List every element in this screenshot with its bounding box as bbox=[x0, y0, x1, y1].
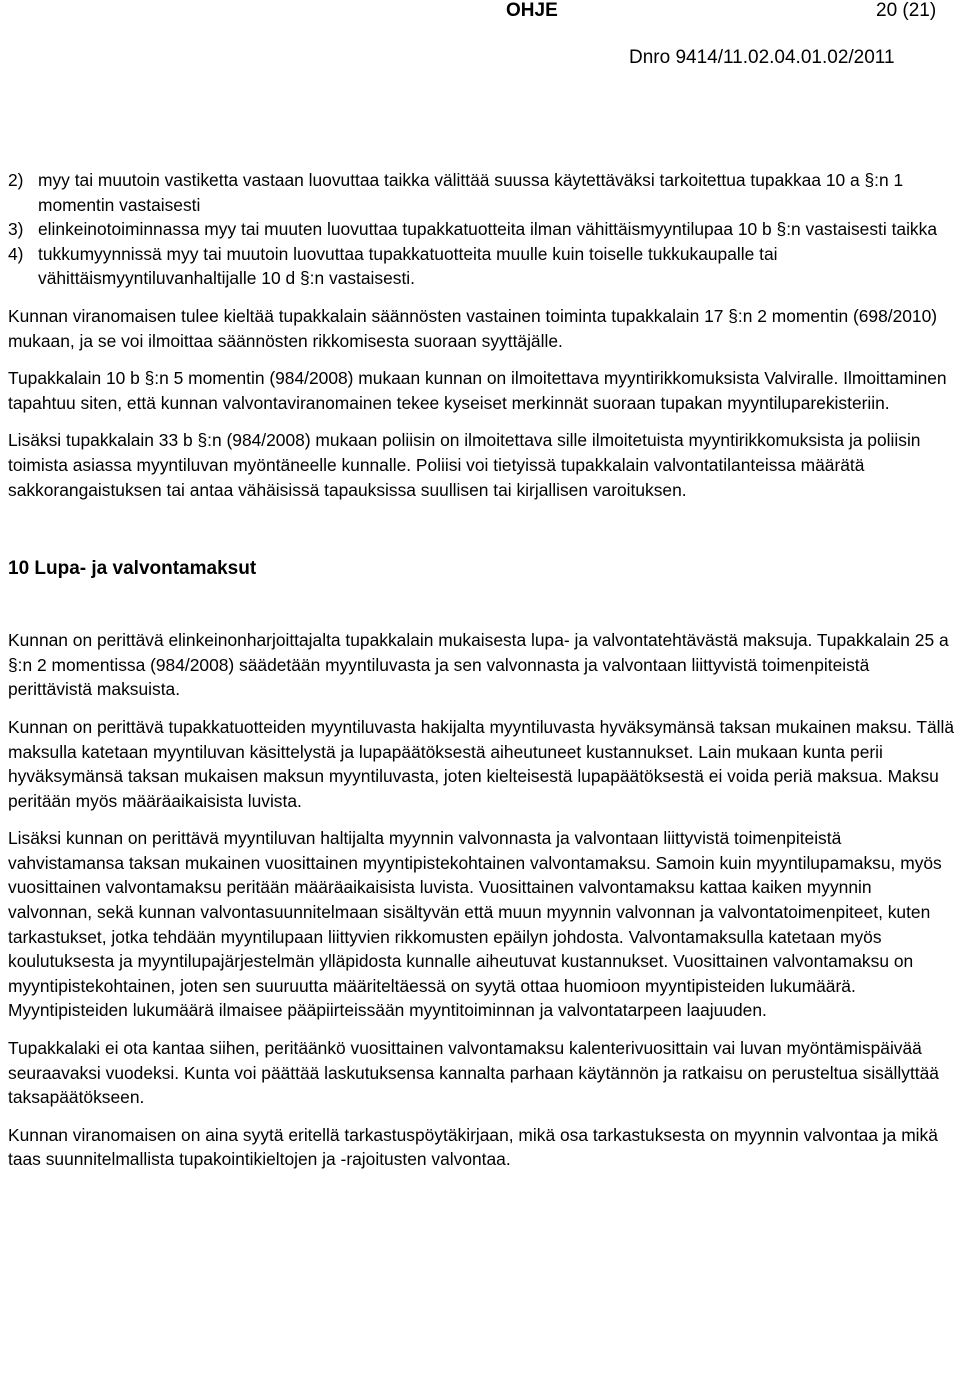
paragraph: Tupakkalaki ei ota kantaa siihen, peritäänkö vuosittainen valvontamaksu kalenterivuosittain vai luvan myöntämispäivää seuraavaksi vuodeksi. Kunta voi päättää laskutuksensa kannalta parhaan käytännön ja ratkaisu on perusteltua sisällyttää taksapäätökseen. bbox=[8, 1038, 939, 1108]
document-reference: Dnro 9414/11.02.04.01.02/2011 bbox=[629, 47, 895, 68]
list-item-text: elinkeinotoiminnassa myy tai muuten luovuttaa tupakkatuotteita ilman vähittäismyyntilupaa 10 b §:n vastaisesti taikka bbox=[38, 219, 937, 240]
list-item bbox=[8, 242, 958, 291]
paragraph: Kunnan viranomaisen on aina syytä eritellä tarkastuspöytäkirjaan, mikä osa tarkastuksesta on myynnin valvontaa ja mikä taas suunnitelmallista tupakointikieltojen ja -rajoitusten valvontaa. bbox=[8, 1124, 938, 1170]
section-heading: 10 Lupa- ja valvontamaksut bbox=[8, 558, 257, 580]
list-item bbox=[8, 168, 958, 217]
paragraph: Lisäksi tupakkalain 33 b §:n (984/2008) mukaan poliisin on ilmoitettava sille ilmoitetuista myyntirikkomuksista ja poliisin toimista asiassa myyntiluvan myöntäneelle kunnalle. Poliisi voi tietyissä tupakkalain valvontatilanteissa määrätä sakkorangaistuksen tai antaa vähäisissä tapauksissa suullisen tai kirjallisen varoituksen. bbox=[8, 430, 921, 500]
paragraph: Kunnan viranomaisen tulee kieltää tupakkalain säännösten vastainen toiminta tupakkalain 17 §:n 2 momentin (698/2010) mukaan, ja se voi ilmoittaa säännösten rikkomisesta suoraan syyttäjälle. bbox=[8, 305, 938, 351]
paragraph: Kunnan on perittävä elinkeinonharjoittajalta tupakkalain mukaisesta lupa- ja valvontatehtävästä maksuja. Tupakkalain 25 a §:n 2 momentissa (984/2008) säädetään myyntiluvasta ja sen valvonnasta ja valvontaan liittyvistä toimenpiteistä perittävistä maksuista. bbox=[8, 630, 949, 700]
list-item-text: tukkumyynnissä myy tai muutoin luovuttaa tupakkatuotteita muulle kuin toiselle tukkukaupalle tai vähittäismyyntiluvanhaltijalle 10 d §:n vastaisesti. bbox=[38, 243, 778, 289]
list-item-number: 3) bbox=[8, 219, 24, 240]
paragraph: Kunnan on perittävä tupakkatuotteiden myyntiluvasta hakijalta myyntiluvasta hyväksymänsä taksan mukainen maksu. Tällä maksulla katetaan myyntiluvan käsittelystä ja lupapäätöksestä aiheutuneet kustannukset. Lain mukaan kunta perii hyväksymänsä taksan mukaisen maksun myyntiluvasta, joten kielteisestä lupapäätöksestä ei voida periä maksua. Maksu peritään myös määräaikaisista luvista. bbox=[8, 716, 955, 811]
list-item bbox=[8, 217, 958, 242]
list-item-number: 2) bbox=[8, 170, 24, 190]
paragraph: Lisäksi kunnan on perittävä myyntiluvan haltijalta myynnin valvonnasta ja valvontaan liittyvistä toimenpiteistä vahvistamansa taksan mukainen vuosittainen myyntipistekohtainen valvontamaksu. Samoin kuin myyntilupamaksu, myös vuosittainen valvontamaksu peritään määräaikaisista luvista. Vuosittainen valvontamaksu kattaa kaiken myynnin valvonnan, sekä kunnan valvontasuunnitelmaan sisältyvän että muun myynnin valvonnan ja valvontatoimenpiteet, kuten tarkastukset, jotka tehdään myyntilupaan liittyvien rikkomusten epäilyn johdosta. Valvontamaksulla katetaan myös koulutuksesta ja myyntilupajärjestelmän ylläpidosta kunnalle aiheutuvat kustannukset. Vuosittainen valvontamaksu on myyntipistekohtainen, joten sen suuruutta määriteltäessä on syytä ottaa huomioon myyntipisteiden lukumäärä. Myyntipisteiden lukumäärä ilmaisee pääpiirteissään myyntitoiminnan ja valvontatarpeen laajuuden. bbox=[8, 828, 942, 1021]
list-item-text: myy tai muutoin vastiketta vastaan luovuttaa taikka välittää suussa käytettäväksi tarkoitettua tupakkaa 10 a §:n 1 momentin vastaisesti bbox=[38, 170, 904, 215]
violation-list bbox=[8, 168, 958, 291]
list-item-number: 4) bbox=[8, 243, 24, 264]
page-number: 20 (21) bbox=[876, 0, 937, 21]
document-type: OHJE bbox=[506, 0, 558, 21]
document-body bbox=[8, 168, 958, 1185]
paragraph: Tupakkalain 10 b §:n 5 momentin (984/2008) mukaan kunnan on ilmoitettava myyntirikkomuksista Valviralle. Ilmoittaminen tapahtuu siten, että kunnan valvontaviranomainen tekee kyseiset merkinnät suoraan tupakan myyntiluparekisteriin. bbox=[8, 368, 947, 413]
